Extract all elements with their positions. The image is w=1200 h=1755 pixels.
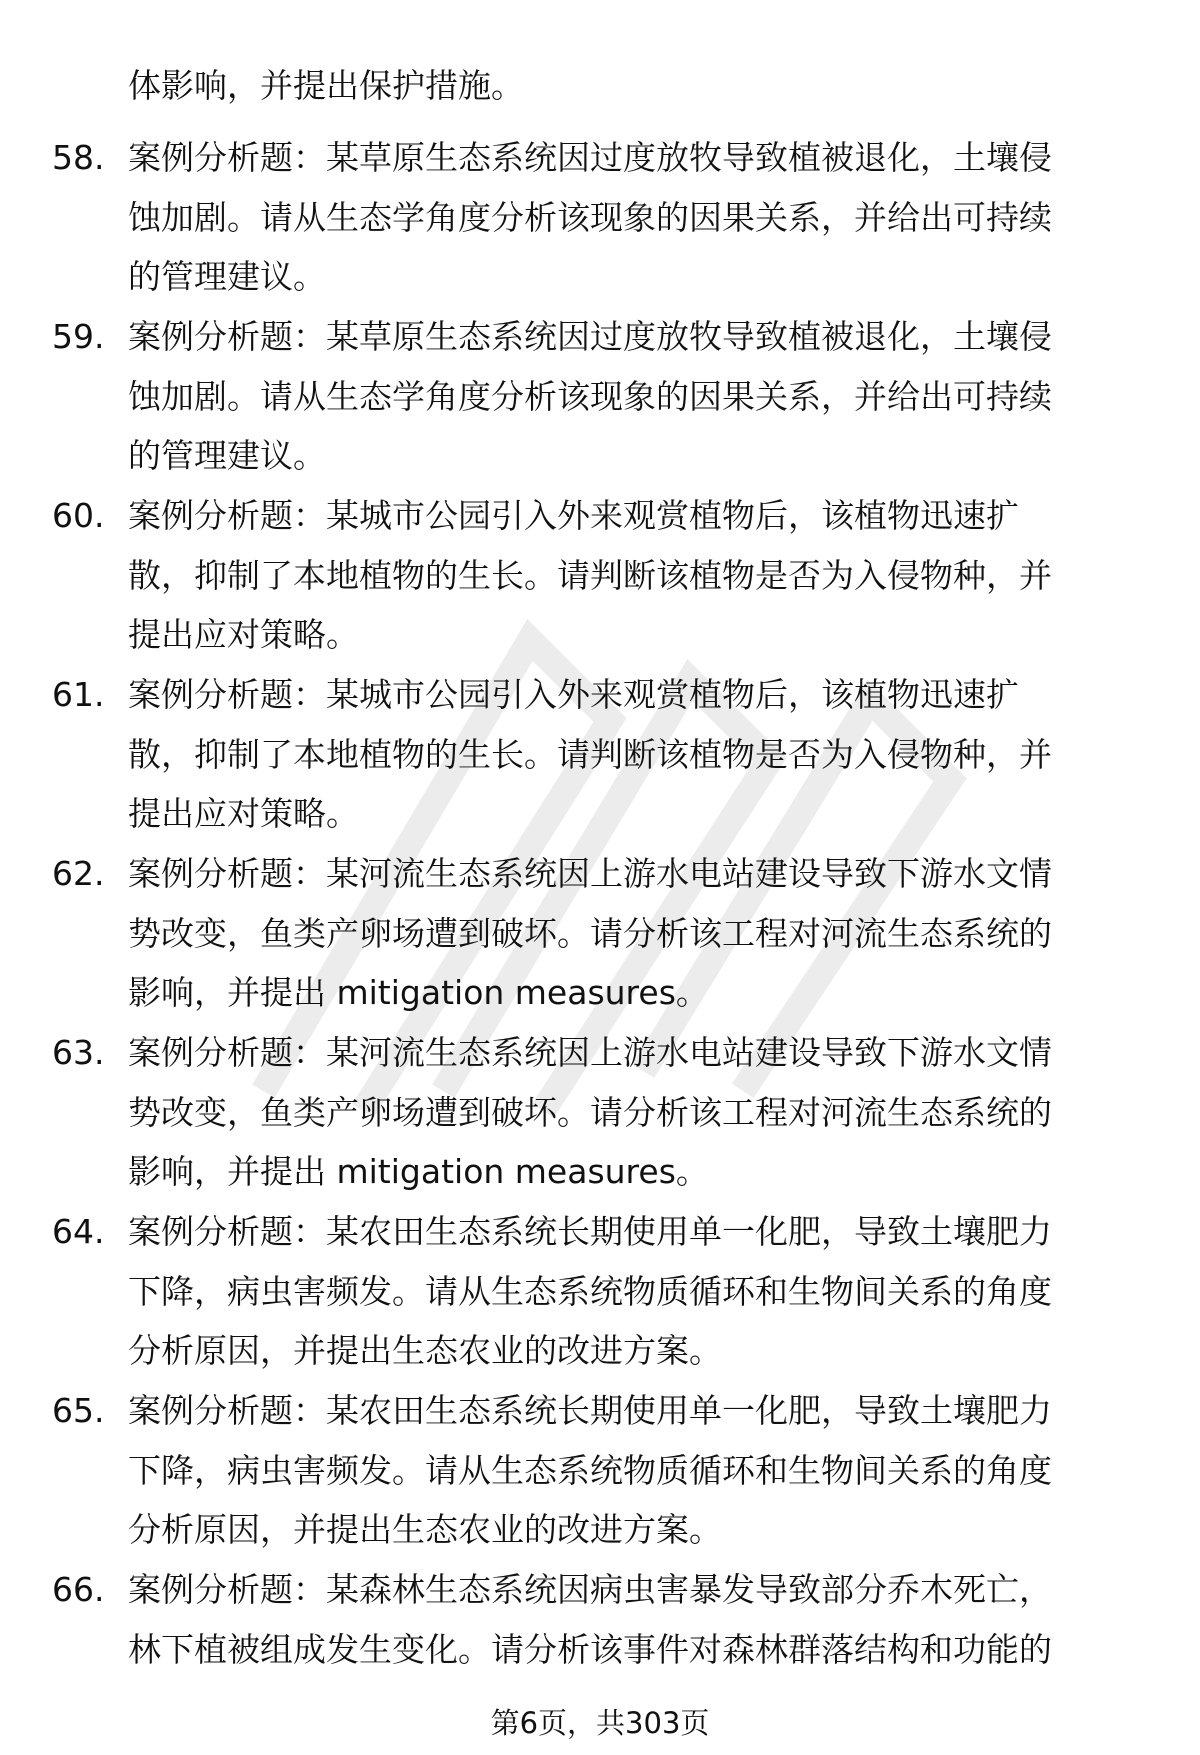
question-text-line: 分析原因，并提出生态农业的改进方案。	[128, 1510, 722, 1549]
question-number: 60.	[52, 496, 105, 535]
question-text-line: 下降，病虫害频发。请从生态系统物质循环和生物间关系的角度	[128, 1451, 1052, 1490]
question-text-line: 案例分析题：某草原生态系统因过度放牧导致植被退化，土壤侵	[128, 138, 1052, 177]
question-text-line: 势改变，鱼类产卵场遭到破坏。请分析该工程对河流生态系统的	[128, 1093, 1052, 1132]
question-number: 66.	[52, 1570, 105, 1609]
question-text-line: 散，抑制了本地植物的生长。请判断该植物是否为入侵物种，并	[128, 556, 1052, 595]
question-text-line: 案例分析题：某农田生态系统长期使用单一化肥，导致土壤肥力	[128, 1212, 1052, 1251]
question-item	[0, 1383, 1200, 1553]
question-number: 61.	[52, 675, 105, 714]
question-item	[0, 1025, 1200, 1195]
question-number: 63.	[52, 1033, 105, 1072]
question-item	[0, 1562, 1200, 1682]
question-item	[0, 488, 1200, 658]
question-text-line: 下降，病虫害频发。请从生态系统物质循环和生物间关系的角度	[128, 1272, 1052, 1311]
question-item	[0, 667, 1200, 837]
question-item	[0, 130, 1200, 300]
question-number: 62.	[52, 854, 105, 893]
question-text-line: 蚀加剧。请从生态学角度分析该现象的因果关系，并给出可持续	[128, 198, 1052, 237]
question-text-line: 散，抑制了本地植物的生长。请判断该植物是否为入侵物种，并	[128, 735, 1052, 774]
question-number: 64.	[52, 1212, 105, 1251]
continuation-text: 体影响，并提出保护措施。	[128, 66, 524, 105]
question-text-line: 势改变，鱼类产卵场遭到破坏。请分析该工程对河流生态系统的	[128, 914, 1052, 953]
question-text-line: 案例分析题：某草原生态系统因过度放牧导致植被退化，土壤侵	[128, 317, 1052, 356]
question-number: 58.	[52, 138, 105, 177]
question-item	[0, 1204, 1200, 1374]
question-text-line: 案例分析题：某农田生态系统长期使用单一化肥，导致土壤肥力	[128, 1391, 1052, 1430]
question-text-line: 林下植被组成发生变化。请分析该事件对森林群落结构和功能的	[128, 1630, 1052, 1669]
question-text-line: 分析原因，并提出生态农业的改进方案。	[128, 1331, 722, 1370]
question-number: 65.	[52, 1391, 105, 1430]
question-text-line: 影响，并提出 mitigation measures。	[128, 973, 709, 1012]
question-text-line: 的管理建议。	[128, 436, 326, 475]
question-text-line: 提出应对策略。	[128, 615, 359, 654]
question-text-line: 案例分析题：某河流生态系统因上游水电站建设导致下游水文情	[128, 1033, 1052, 1072]
question-text-line: 案例分析题：某河流生态系统因上游水电站建设导致下游水文情	[128, 854, 1052, 893]
question-text-line: 案例分析题：某城市公园引入外来观赏植物后，该植物迅速扩	[128, 496, 1019, 535]
question-text-line: 提出应对策略。	[128, 794, 359, 833]
question-text-line: 影响，并提出 mitigation measures。	[128, 1152, 709, 1191]
question-text-line: 的管理建议。	[128, 257, 326, 296]
question-text-line: 蚀加剧。请从生态学角度分析该现象的因果关系，并给出可持续	[128, 377, 1052, 416]
question-text-line: 案例分析题：某城市公园引入外来观赏植物后，该植物迅速扩	[128, 675, 1019, 714]
page-footer: 第6页，共303页	[490, 1706, 710, 1740]
question-item	[0, 309, 1200, 479]
question-item	[0, 846, 1200, 1016]
question-number: 59.	[52, 317, 105, 356]
question-text-line: 案例分析题：某森林生态系统因病虫害暴发导致部分乔木死亡，	[128, 1570, 1052, 1609]
